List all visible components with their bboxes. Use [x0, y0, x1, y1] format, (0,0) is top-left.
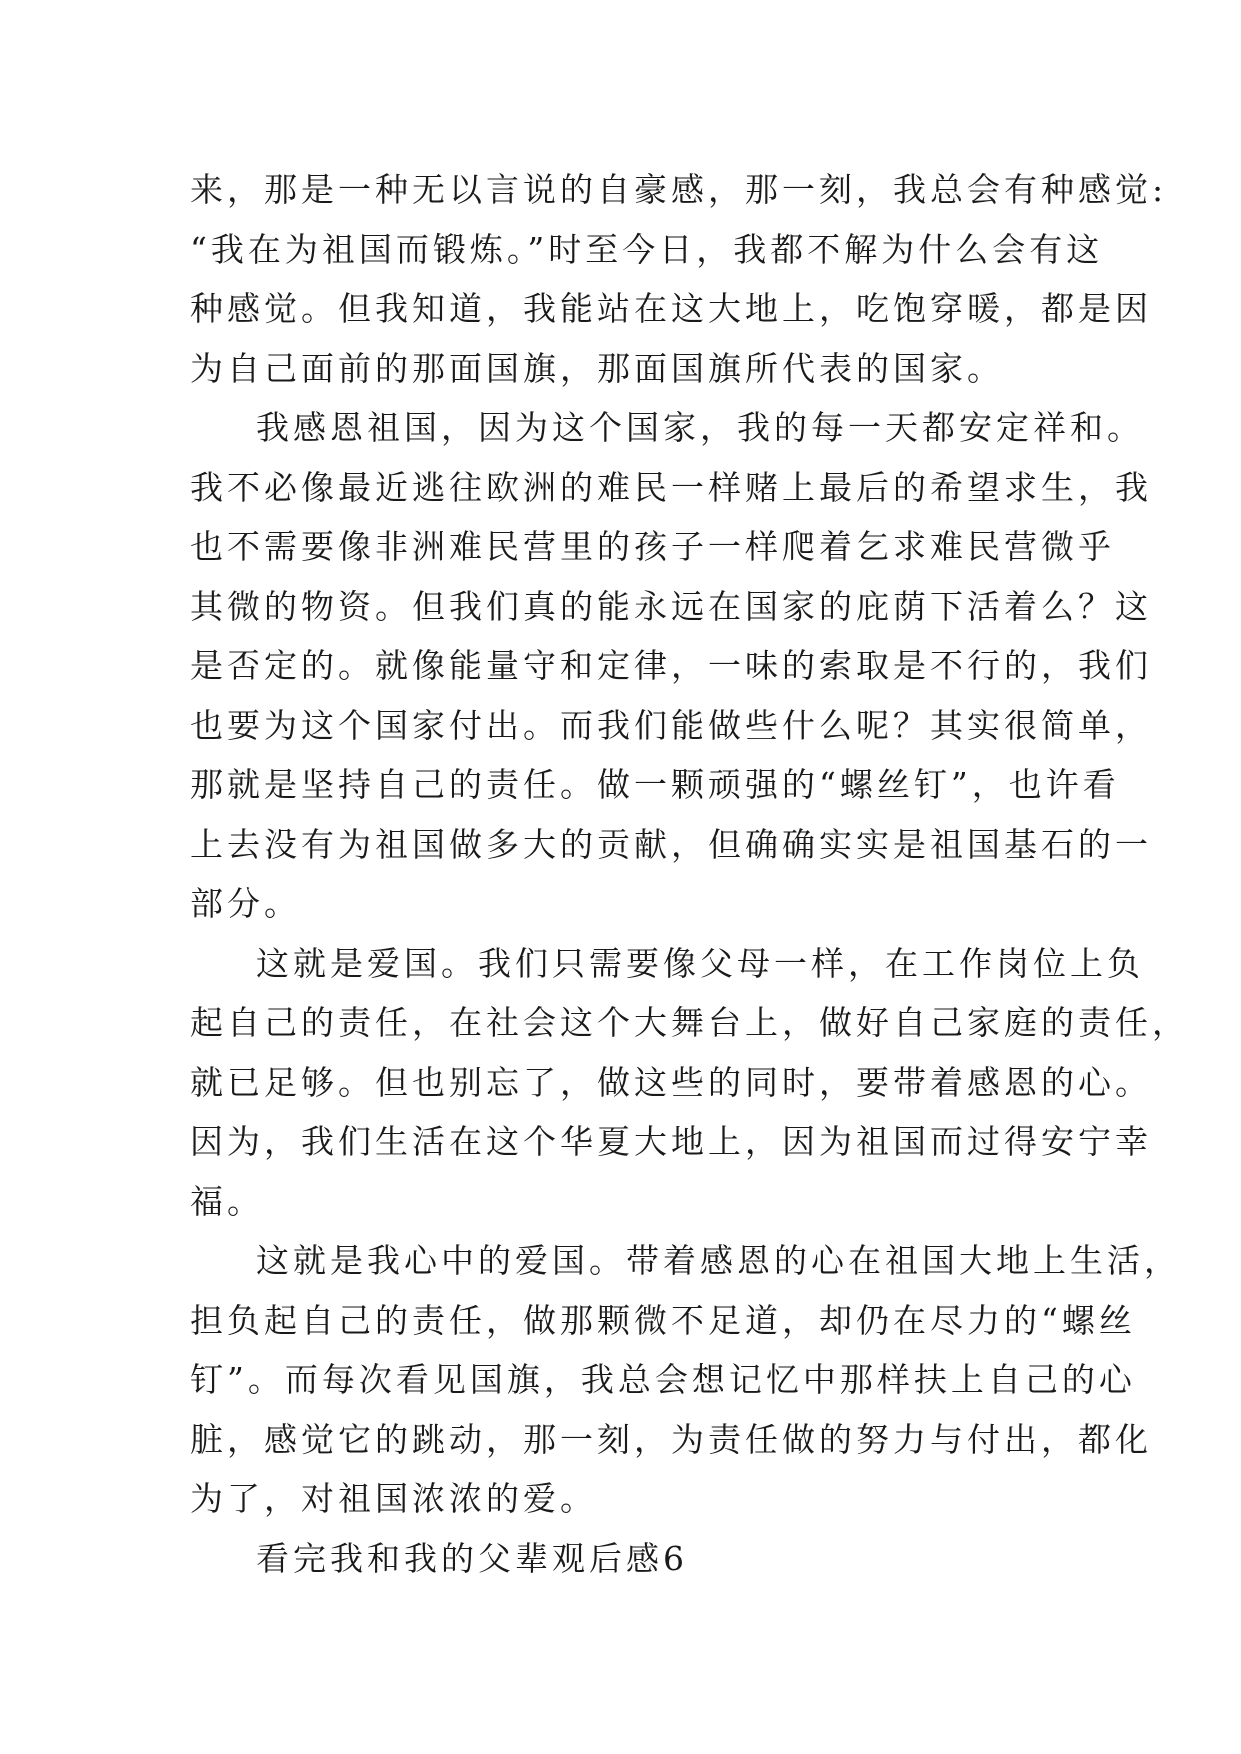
text-line: 上去没有为祖国做多大的贡献，但确确实实是祖国基石的一	[190, 824, 1152, 864]
text-line: 因为，我们生活在这个华夏大地上，因为祖国而过得安宁幸	[190, 1122, 1152, 1161]
text-line: 是否定的。就像能量守和定律，一味的索取是不行的，我们	[190, 646, 1152, 685]
text-line: 部分。	[190, 884, 301, 923]
text-line: 为了，对祖国浓浓的爱。	[190, 1479, 597, 1518]
text-line: “我在为祖国而锻炼。”时至今日，我都不解为什么会有这	[190, 229, 1104, 269]
text-line: 担负起自己的责任，做那颗微不足道，却仍在尽力的“螺丝	[190, 1300, 1136, 1340]
text-line: 也要为这个国家付出。而我们能做些什么呢？其实很简单，	[190, 705, 1152, 745]
text-line: 这就是我心中的爱国。带着感恩的心在祖国大地上生活，	[256, 1241, 1181, 1280]
text-line: 为自己面前的那面国旗，那面国旗所代表的国家。	[190, 348, 1004, 388]
text-line: 那就是坚持自己的责任。做一颗顽强的“螺丝钉”，也许看	[190, 765, 1120, 804]
text-line: 种感觉。但我知道，我能站在这大地上，吃饱穿暖，都是因	[190, 289, 1152, 328]
text-line: 其微的物资。但我们真的能永远在国家的庇荫下活着么？这	[190, 586, 1152, 626]
text-line: 我感恩祖国，因为这个国家，我的每一天都安定祥和。	[256, 408, 1144, 447]
text-line: 就已足够。但也别忘了，做这些的同时，要带着感恩的心。	[190, 1062, 1152, 1102]
text-line: 钉”。而每次看见国旗，我总会想记忆中那样扶上自己的心	[190, 1360, 1136, 1399]
section-heading: 看完我和我的父辈观后感6	[256, 1538, 688, 1578]
text-line: 这就是爱国。我们只需要像父母一样，在工作岗位上负	[256, 943, 1144, 983]
text-line: 也不需要像非洲难民营里的孩子一样爬着乞求难民营微乎	[190, 527, 1115, 566]
text-line: 我不必像最近逃往欧洲的难民一样赌上最后的希望求生，我	[190, 467, 1152, 507]
text-line: 起自己的责任，在社会这个大舞台上，做好自己家庭的责任，	[190, 1003, 1189, 1042]
body-text	[190, 160, 1189, 1588]
text-line: 来，那是一种无以言说的自豪感，那一刻，我总会有种感觉:	[190, 170, 1168, 209]
text-line: 福。	[190, 1181, 264, 1221]
text-line: 脏，感觉它的跳动，那一刻，为责任做的努力与付出，都化	[190, 1419, 1152, 1459]
